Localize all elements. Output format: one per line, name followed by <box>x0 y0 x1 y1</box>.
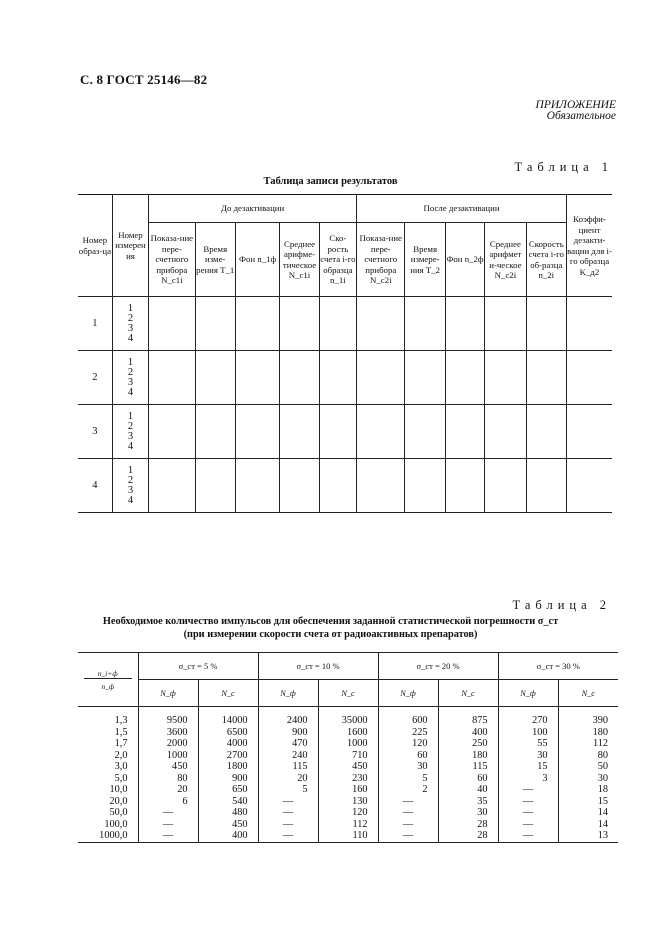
empty-cell <box>280 297 319 351</box>
col-n-background: N_ф <box>378 680 438 707</box>
col-n-background: N_ф <box>498 680 558 707</box>
empty-cell <box>445 405 484 459</box>
count-value: 2 <box>378 784 438 796</box>
col-measure-number: Номер измерен ия <box>112 195 148 297</box>
empty-cell <box>235 297 279 351</box>
empty-cell <box>526 297 566 351</box>
count-value: — <box>258 819 318 831</box>
page-header: С. 8 ГОСТ 25146—82 <box>80 72 208 87</box>
empty-cell <box>235 351 279 405</box>
count-value: 40 <box>438 784 498 796</box>
count-value: 1600 <box>318 727 378 739</box>
ratio-value: 1,5 <box>78 727 138 739</box>
count-value: — <box>258 830 318 842</box>
count-value: 112 <box>558 738 618 750</box>
count-value: 80 <box>558 750 618 762</box>
col-coefficient: Коэффи-циент дезакти-вации для i-го образца K_д2 <box>567 195 613 297</box>
count-value: 1000 <box>318 738 378 750</box>
ratio-value: 1000,0 <box>78 830 138 842</box>
count-value: 6500 <box>198 727 258 739</box>
count-value: 650 <box>198 784 258 796</box>
count-value: 480 <box>198 807 258 819</box>
sample-number: 3 <box>78 405 112 459</box>
count-value: — <box>498 807 558 819</box>
empty-cell <box>405 405 445 459</box>
empty-cell <box>485 459 526 513</box>
table-row <box>78 351 612 405</box>
table-row <box>78 727 618 739</box>
empty-cell <box>485 297 526 351</box>
col-n-background: N_ф <box>258 680 318 707</box>
count-value: 120 <box>318 807 378 819</box>
count-value: 100 <box>498 727 558 739</box>
ratio-value: 10,0 <box>78 784 138 796</box>
col-ratio <box>78 653 138 707</box>
ratio-value: 50,0 <box>78 807 138 819</box>
empty-cell <box>526 351 566 405</box>
count-value: 60 <box>378 750 438 762</box>
results-table <box>78 194 612 513</box>
table2-label: Таблица 2 <box>512 598 611 612</box>
count-value: 13 <box>558 830 618 842</box>
count-value: — <box>498 830 558 842</box>
count-value: 875 <box>438 707 498 727</box>
count-value: 180 <box>558 727 618 739</box>
table-row <box>78 784 618 796</box>
empty-cell <box>445 351 484 405</box>
table-row <box>78 796 618 808</box>
col-n-count: N_c <box>198 680 258 707</box>
empty-cell <box>319 405 356 459</box>
count-value: 5 <box>258 784 318 796</box>
ratio-value: 20,0 <box>78 796 138 808</box>
sample-number: 1 <box>78 297 112 351</box>
count-value: — <box>498 784 558 796</box>
count-value: 900 <box>258 727 318 739</box>
count-value: — <box>498 796 558 808</box>
col-after-reading: Показа-ние пере-счетного прибора N_c2i <box>357 223 405 297</box>
count-value: — <box>378 796 438 808</box>
count-value: 450 <box>138 761 198 773</box>
measure-numbers: 1 2 3 4 <box>112 297 148 351</box>
table-row <box>78 830 618 842</box>
empty-cell <box>567 459 613 513</box>
table1-label: Таблица 1 <box>514 160 613 174</box>
ratio-value: 1,7 <box>78 738 138 750</box>
count-value: — <box>378 807 438 819</box>
table2-title-line2: (при измерении скорости счета от радиоактивных препаратов) <box>183 629 478 640</box>
count-value: 80 <box>138 773 198 785</box>
count-value: 240 <box>258 750 318 762</box>
ratio-value: 1,3 <box>78 707 138 727</box>
empty-cell <box>405 297 445 351</box>
appendix-subtitle: Обязательное <box>546 110 616 122</box>
count-value: 18 <box>558 784 618 796</box>
empty-cell <box>280 405 319 459</box>
count-value: 14 <box>558 807 618 819</box>
table-row <box>78 738 618 750</box>
table-row <box>78 297 612 351</box>
count-value: — <box>258 796 318 808</box>
ratio-numerator: n_i+ф <box>84 669 132 679</box>
count-value: 9500 <box>138 707 198 727</box>
count-value: — <box>258 807 318 819</box>
count-value: 14000 <box>198 707 258 727</box>
measure-numbers: 1 2 3 4 <box>112 405 148 459</box>
count-value: 15 <box>498 761 558 773</box>
count-value: 2700 <box>198 750 258 762</box>
empty-cell <box>195 297 235 351</box>
empty-cell <box>195 351 235 405</box>
empty-cell <box>149 459 195 513</box>
empty-cell <box>280 351 319 405</box>
count-value: 400 <box>438 727 498 739</box>
count-value: 55 <box>498 738 558 750</box>
table-row <box>78 459 612 513</box>
group-sigma-20: σ_ст = 20 % <box>378 653 498 680</box>
count-value: 390 <box>558 707 618 727</box>
count-value: 28 <box>438 830 498 842</box>
count-value: — <box>378 819 438 831</box>
col-after-background: Фон n_2ф <box>445 223 484 297</box>
col-after-rate: Скорость счета i-го об-разца n_2i <box>526 223 566 297</box>
count-value: 3 <box>498 773 558 785</box>
count-value: 14 <box>558 819 618 831</box>
count-value: 30 <box>378 761 438 773</box>
count-value: 115 <box>258 761 318 773</box>
empty-cell <box>149 351 195 405</box>
count-value: 15 <box>558 796 618 808</box>
count-value: — <box>498 819 558 831</box>
col-n-count: N_c <box>558 680 618 707</box>
empty-cell <box>445 297 484 351</box>
empty-cell <box>235 405 279 459</box>
empty-cell <box>235 459 279 513</box>
group-sigma-10: σ_ст = 10 % <box>258 653 378 680</box>
empty-cell <box>149 297 195 351</box>
count-value: 270 <box>498 707 558 727</box>
count-value: — <box>138 819 198 831</box>
appendix-label <box>536 100 616 122</box>
count-value: 230 <box>318 773 378 785</box>
col-n-count: N_c <box>438 680 498 707</box>
col-before-mean: Среднее арифме-тическое N_c1i <box>280 223 319 297</box>
count-value: 20 <box>138 784 198 796</box>
empty-cell <box>405 351 445 405</box>
count-value: 225 <box>378 727 438 739</box>
count-value: — <box>138 807 198 819</box>
col-before-rate: Ско-рость счета i-го образца n_1i <box>319 223 356 297</box>
ratio-denominator: n_ф <box>101 681 115 691</box>
empty-cell <box>445 459 484 513</box>
count-value: 115 <box>438 761 498 773</box>
empty-cell <box>485 405 526 459</box>
col-after-mean: Среднее арифмет и-ческое N_c2i <box>485 223 526 297</box>
count-value: 60 <box>438 773 498 785</box>
count-value: 4000 <box>198 738 258 750</box>
col-n-background: N_ф <box>138 680 198 707</box>
count-value: 1000 <box>138 750 198 762</box>
count-value: 20 <box>258 773 318 785</box>
empty-cell <box>357 405 405 459</box>
group-sigma-30: σ_ст = 30 % <box>498 653 618 680</box>
group-after: После дезактивации <box>357 195 567 223</box>
count-value: 28 <box>438 819 498 831</box>
measure-numbers: 1 2 3 4 <box>112 351 148 405</box>
table-row <box>78 750 618 762</box>
empty-cell <box>149 405 195 459</box>
count-value: 400 <box>198 830 258 842</box>
count-value: 30 <box>558 773 618 785</box>
count-value: 900 <box>198 773 258 785</box>
table-row <box>78 819 618 831</box>
table-row <box>78 707 618 727</box>
count-value: 450 <box>318 761 378 773</box>
appendix-title: ПРИЛОЖЕНИЕ <box>535 99 616 111</box>
count-value: 5 <box>378 773 438 785</box>
empty-cell <box>526 405 566 459</box>
count-value: 3600 <box>138 727 198 739</box>
empty-cell <box>357 351 405 405</box>
empty-cell <box>567 297 613 351</box>
empty-cell <box>485 351 526 405</box>
sample-number: 4 <box>78 459 112 513</box>
count-value: 2000 <box>138 738 198 750</box>
empty-cell <box>280 459 319 513</box>
group-sigma-5: σ_ст = 5 % <box>138 653 258 680</box>
empty-cell <box>567 405 613 459</box>
count-value: 710 <box>318 750 378 762</box>
count-value: 540 <box>198 796 258 808</box>
count-value: 470 <box>258 738 318 750</box>
count-value: 2400 <box>258 707 318 727</box>
count-value: 160 <box>318 784 378 796</box>
count-value: 110 <box>318 830 378 842</box>
col-sample-number: Номер образ-ца <box>78 195 112 297</box>
measure-numbers: 1 2 3 4 <box>112 459 148 513</box>
empty-cell <box>195 405 235 459</box>
col-before-reading: Показа-ние пере-счетного прибора N_c1i <box>149 223 195 297</box>
count-value: 250 <box>438 738 498 750</box>
col-n-count: N_c <box>318 680 378 707</box>
count-value: 1800 <box>198 761 258 773</box>
count-value: 30 <box>438 807 498 819</box>
count-value: 6 <box>138 796 198 808</box>
count-value: 180 <box>438 750 498 762</box>
count-value: 35 <box>438 796 498 808</box>
table1-title: Таблица записи результатов <box>263 176 398 187</box>
empty-cell <box>405 459 445 513</box>
count-value: — <box>138 830 198 842</box>
empty-cell <box>195 459 235 513</box>
ratio-value: 3,0 <box>78 761 138 773</box>
empty-cell <box>357 459 405 513</box>
count-value: 600 <box>378 707 438 727</box>
count-value: 30 <box>498 750 558 762</box>
empty-cell <box>319 351 356 405</box>
count-value: 120 <box>378 738 438 750</box>
count-value: 450 <box>198 819 258 831</box>
table-row <box>78 405 612 459</box>
table2-title-line1: Необходимое количество импульсов для обеспечения заданной статистической погрешности σ_ст <box>102 616 559 627</box>
ratio-value: 5,0 <box>78 773 138 785</box>
count-value: 112 <box>318 819 378 831</box>
ratio-value: 100,0 <box>78 819 138 831</box>
group-before: До дезактивации <box>149 195 357 223</box>
empty-cell <box>357 297 405 351</box>
empty-cell <box>526 459 566 513</box>
empty-cell <box>319 459 356 513</box>
count-value: 130 <box>318 796 378 808</box>
col-after-time: Время измере-ния T_2 <box>405 223 445 297</box>
count-value: — <box>378 830 438 842</box>
table2-title <box>0 615 661 641</box>
sample-number: 2 <box>78 351 112 405</box>
table-row <box>78 761 618 773</box>
count-value: 35000 <box>318 707 378 727</box>
empty-cell <box>567 351 613 405</box>
table-row <box>78 773 618 785</box>
pulse-count-table <box>78 652 618 843</box>
count-value: 50 <box>558 761 618 773</box>
empty-cell <box>319 297 356 351</box>
col-before-time: Время изме-рения T_1 <box>195 223 235 297</box>
col-before-background: Фон n_1ф <box>235 223 279 297</box>
ratio-value: 2,0 <box>78 750 138 762</box>
table-row <box>78 807 618 819</box>
